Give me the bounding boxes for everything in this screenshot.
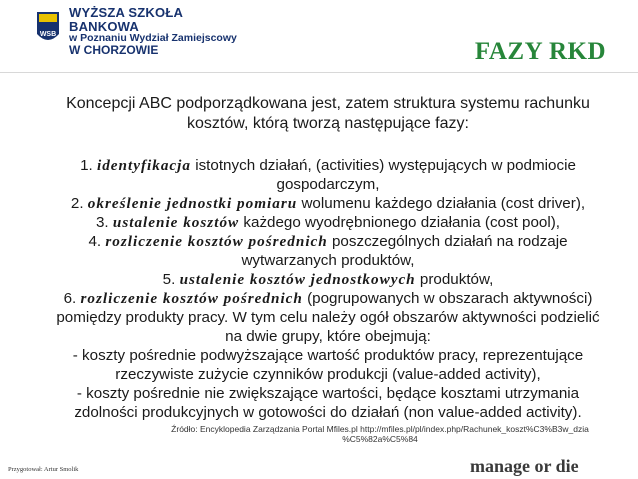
header-divider bbox=[0, 72, 638, 73]
item-keyword: rozliczenie kosztów pośrednich bbox=[80, 290, 303, 307]
sub-bullet-non-value-added: - koszty pośrednie nie zwiększające wartości, będące kosztami utrzymania zdolności produkcyjnych w gotowości do działań (non value-added activity). bbox=[74, 385, 582, 421]
item-number: 6. bbox=[63, 290, 77, 307]
item-keyword: ustalenie kosztów bbox=[112, 214, 240, 231]
logo-line-1: WYŻSZA SZKOŁA BANKOWA bbox=[69, 5, 183, 34]
item-keyword: określenie jednostki pomiaru bbox=[87, 195, 298, 212]
item-text: każdego wyodrębnionego działania (cost pool), bbox=[243, 214, 561, 231]
school-logo bbox=[35, 5, 245, 58]
list-item bbox=[48, 270, 608, 289]
list-item bbox=[48, 213, 608, 232]
item-text: istotnych działań, (activities) występujących w podmiocie gospodarczym, bbox=[195, 157, 576, 193]
list-item bbox=[48, 232, 608, 270]
brand-logo: manage or die bbox=[470, 456, 579, 476]
item-number: 2. bbox=[70, 195, 84, 212]
intro-text: Koncepcji ABC podporządkowana jest, zatem struktura systemu rachunku kosztów, którą tworzą następujące fazy: bbox=[66, 95, 590, 132]
slide-title: FAZY RKD bbox=[474, 38, 606, 65]
logo-badge-text: WSB bbox=[39, 31, 57, 38]
item-number: 3. bbox=[95, 214, 109, 231]
logo-line-3: W CHORZOWIE bbox=[69, 43, 159, 58]
item-text: wolumenu każdego działania (cost driver), bbox=[301, 195, 586, 212]
author-credit: Przygotował: Artur Smolik bbox=[8, 466, 79, 473]
list-item bbox=[48, 194, 608, 213]
item-text: poszczególnych działań na rodzaje wytwarzanych produktów, bbox=[241, 233, 568, 269]
item-keyword: identyfikacja bbox=[96, 157, 191, 174]
list-item bbox=[48, 289, 608, 346]
slide-body bbox=[48, 94, 608, 422]
item-number: 5. bbox=[162, 271, 176, 288]
sub-bullet-value-added: - koszty pośrednie podwyższające wartość produktów pracy, reprezentujące rzeczywiste zużycie czynników produkcji (value-added activity), bbox=[72, 347, 584, 383]
item-number: 4. bbox=[88, 233, 102, 250]
source-citation: Źródło: Encyklopedia Zarządzania Portal Mfiles.pl http://mfiles.pl/pl/index.php/Rachunek_koszt%C3%B3w_dzia %C5%82a%C5%84 bbox=[171, 424, 589, 444]
item-keyword: ustalenie kosztów jednostkowych bbox=[179, 271, 416, 288]
wsb-shield-icon bbox=[35, 10, 61, 48]
logo-line-2: w Poznaniu Wydział Zamiejscowy bbox=[69, 32, 237, 45]
logo-text bbox=[69, 6, 245, 57]
item-text: (pogrupowanych w obszarach aktywności) pomiędzy produkty pracy. W tym celu należy ogół obszarów aktywności podzielić na dwie grupy, które obejmują: bbox=[56, 290, 600, 345]
item-number: 1. bbox=[80, 157, 93, 174]
item-keyword: rozliczenie kosztów pośrednich bbox=[105, 233, 328, 250]
item-text: produktów, bbox=[419, 271, 494, 288]
list-item bbox=[48, 156, 608, 194]
